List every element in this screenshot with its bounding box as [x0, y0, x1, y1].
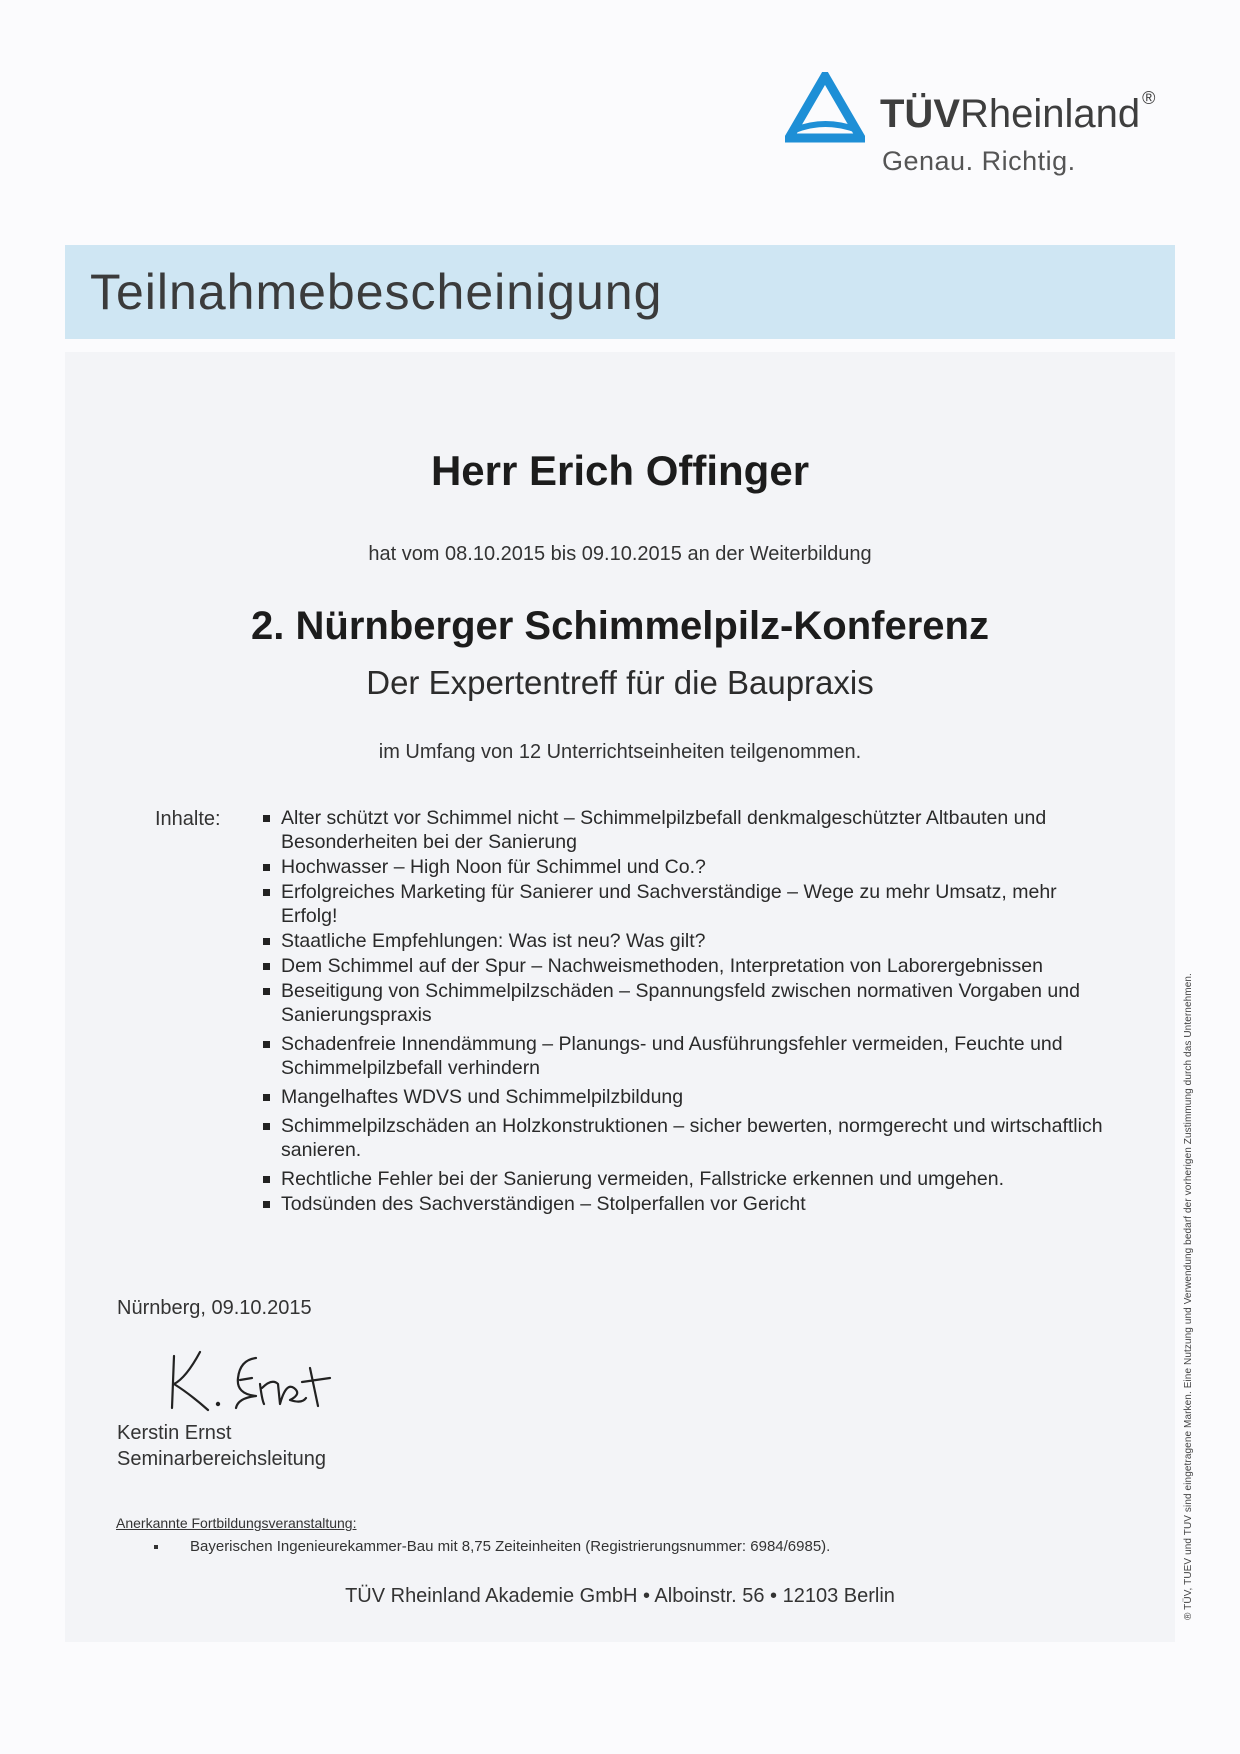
list-item: Staatliche Empfehlungen: Was ist neu? Was gilt? [263, 929, 1113, 953]
list-item: Beseitigung von Schimmelpilzschäden – Spannungsfeld zwischen normativen Vorgaben und Sanierungspraxis [263, 979, 1113, 1027]
trademark-note: ® TÜV, TUEV und TUV sind eingetragene Marken. Eine Nutzung und Verwendung bedarf der vorherigen Zustimmung durch das Unternehmen. [1183, 973, 1194, 1620]
brand-name: TÜVRheinland ® [880, 88, 1156, 136]
list-item: Schimmelpilzschäden an Holzkonstruktionen – sicher bewerten, normgerecht und wirtschaftlich sanieren. [263, 1114, 1113, 1162]
list-item: Hochwasser – High Noon für Schimmel und Co.? [263, 855, 1113, 879]
triangle-logo-icon [785, 72, 865, 144]
list-item: Alter schützt vor Schimmel nicht – Schimmelpilzbefall denkmalgeschützter Altbauten und Besonderheiten bei der Sanierung [263, 806, 1113, 854]
signer-name: Kerstin Ernst [117, 1422, 232, 1444]
list-item: Mangelhaftes WDVS und Schimmelpilzbildung [263, 1085, 1113, 1109]
contents-list [263, 806, 1113, 1217]
brand-tagline: Genau. Richtig. [882, 146, 1076, 176]
course-title: 2. Nürnberger Schimmelpilz-Konferenz [251, 604, 989, 648]
list-item: Rechtliche Fehler bei der Sanierung vermeiden, Fallstricke erkennen und umgehen. [263, 1167, 1113, 1191]
handwritten-signature [152, 1338, 352, 1418]
tuv-rheinland-logo [785, 72, 1185, 182]
course-subtitle: Der Expertentreff für die Baupraxis [366, 664, 874, 701]
recognition-title: Anerkannte Fortbildungsveranstaltung: [116, 1515, 357, 1531]
page-title: Teilnahmebescheinigung [90, 264, 663, 320]
list-item: Dem Schimmel auf der Spur – Nachweismethoden, Interpretation von Laborergebnissen [263, 954, 1113, 978]
recognition-item: Bayerischen Ingenieurekammer-Bau mit 8,75 Zeiteinheiten (Registrierungsnummer: 6984/6985). [155, 1538, 830, 1555]
place-date: Nürnberg, 09.10.2015 [117, 1297, 312, 1319]
list-item: Todsünden des Sachverständigen – Stolperfallen vor Gericht [263, 1192, 1113, 1216]
footer-address: TÜV Rheinland Akademie GmbH • Alboinstr. 56 • 12103 Berlin [345, 1585, 895, 1607]
signer-role: Seminarbereichsleitung [117, 1448, 327, 1470]
scope-text: im Umfang von 12 Unterrichtseinheiten teilgenommen. [378, 741, 862, 763]
list-item: Erfolgreiches Marketing für Sanierer und Sachverständige – Wege zu mehr Umsatz, mehr Erfolg! [263, 880, 1113, 928]
list-item: Schadenfreie Innendämmung – Planungs- und Ausführungsfehler vermeiden, Feuchte und Schimmelpilzbefall verhindern [263, 1032, 1113, 1080]
participant-name: Herr Erich Offinger [430, 447, 810, 494]
title-banner [65, 245, 1175, 339]
period-text: hat vom 08.10.2015 bis 09.10.2015 an der Weiterbildung [368, 543, 872, 565]
contents-label: Inhalte: [155, 808, 221, 830]
signer-block [117, 1420, 326, 1472]
